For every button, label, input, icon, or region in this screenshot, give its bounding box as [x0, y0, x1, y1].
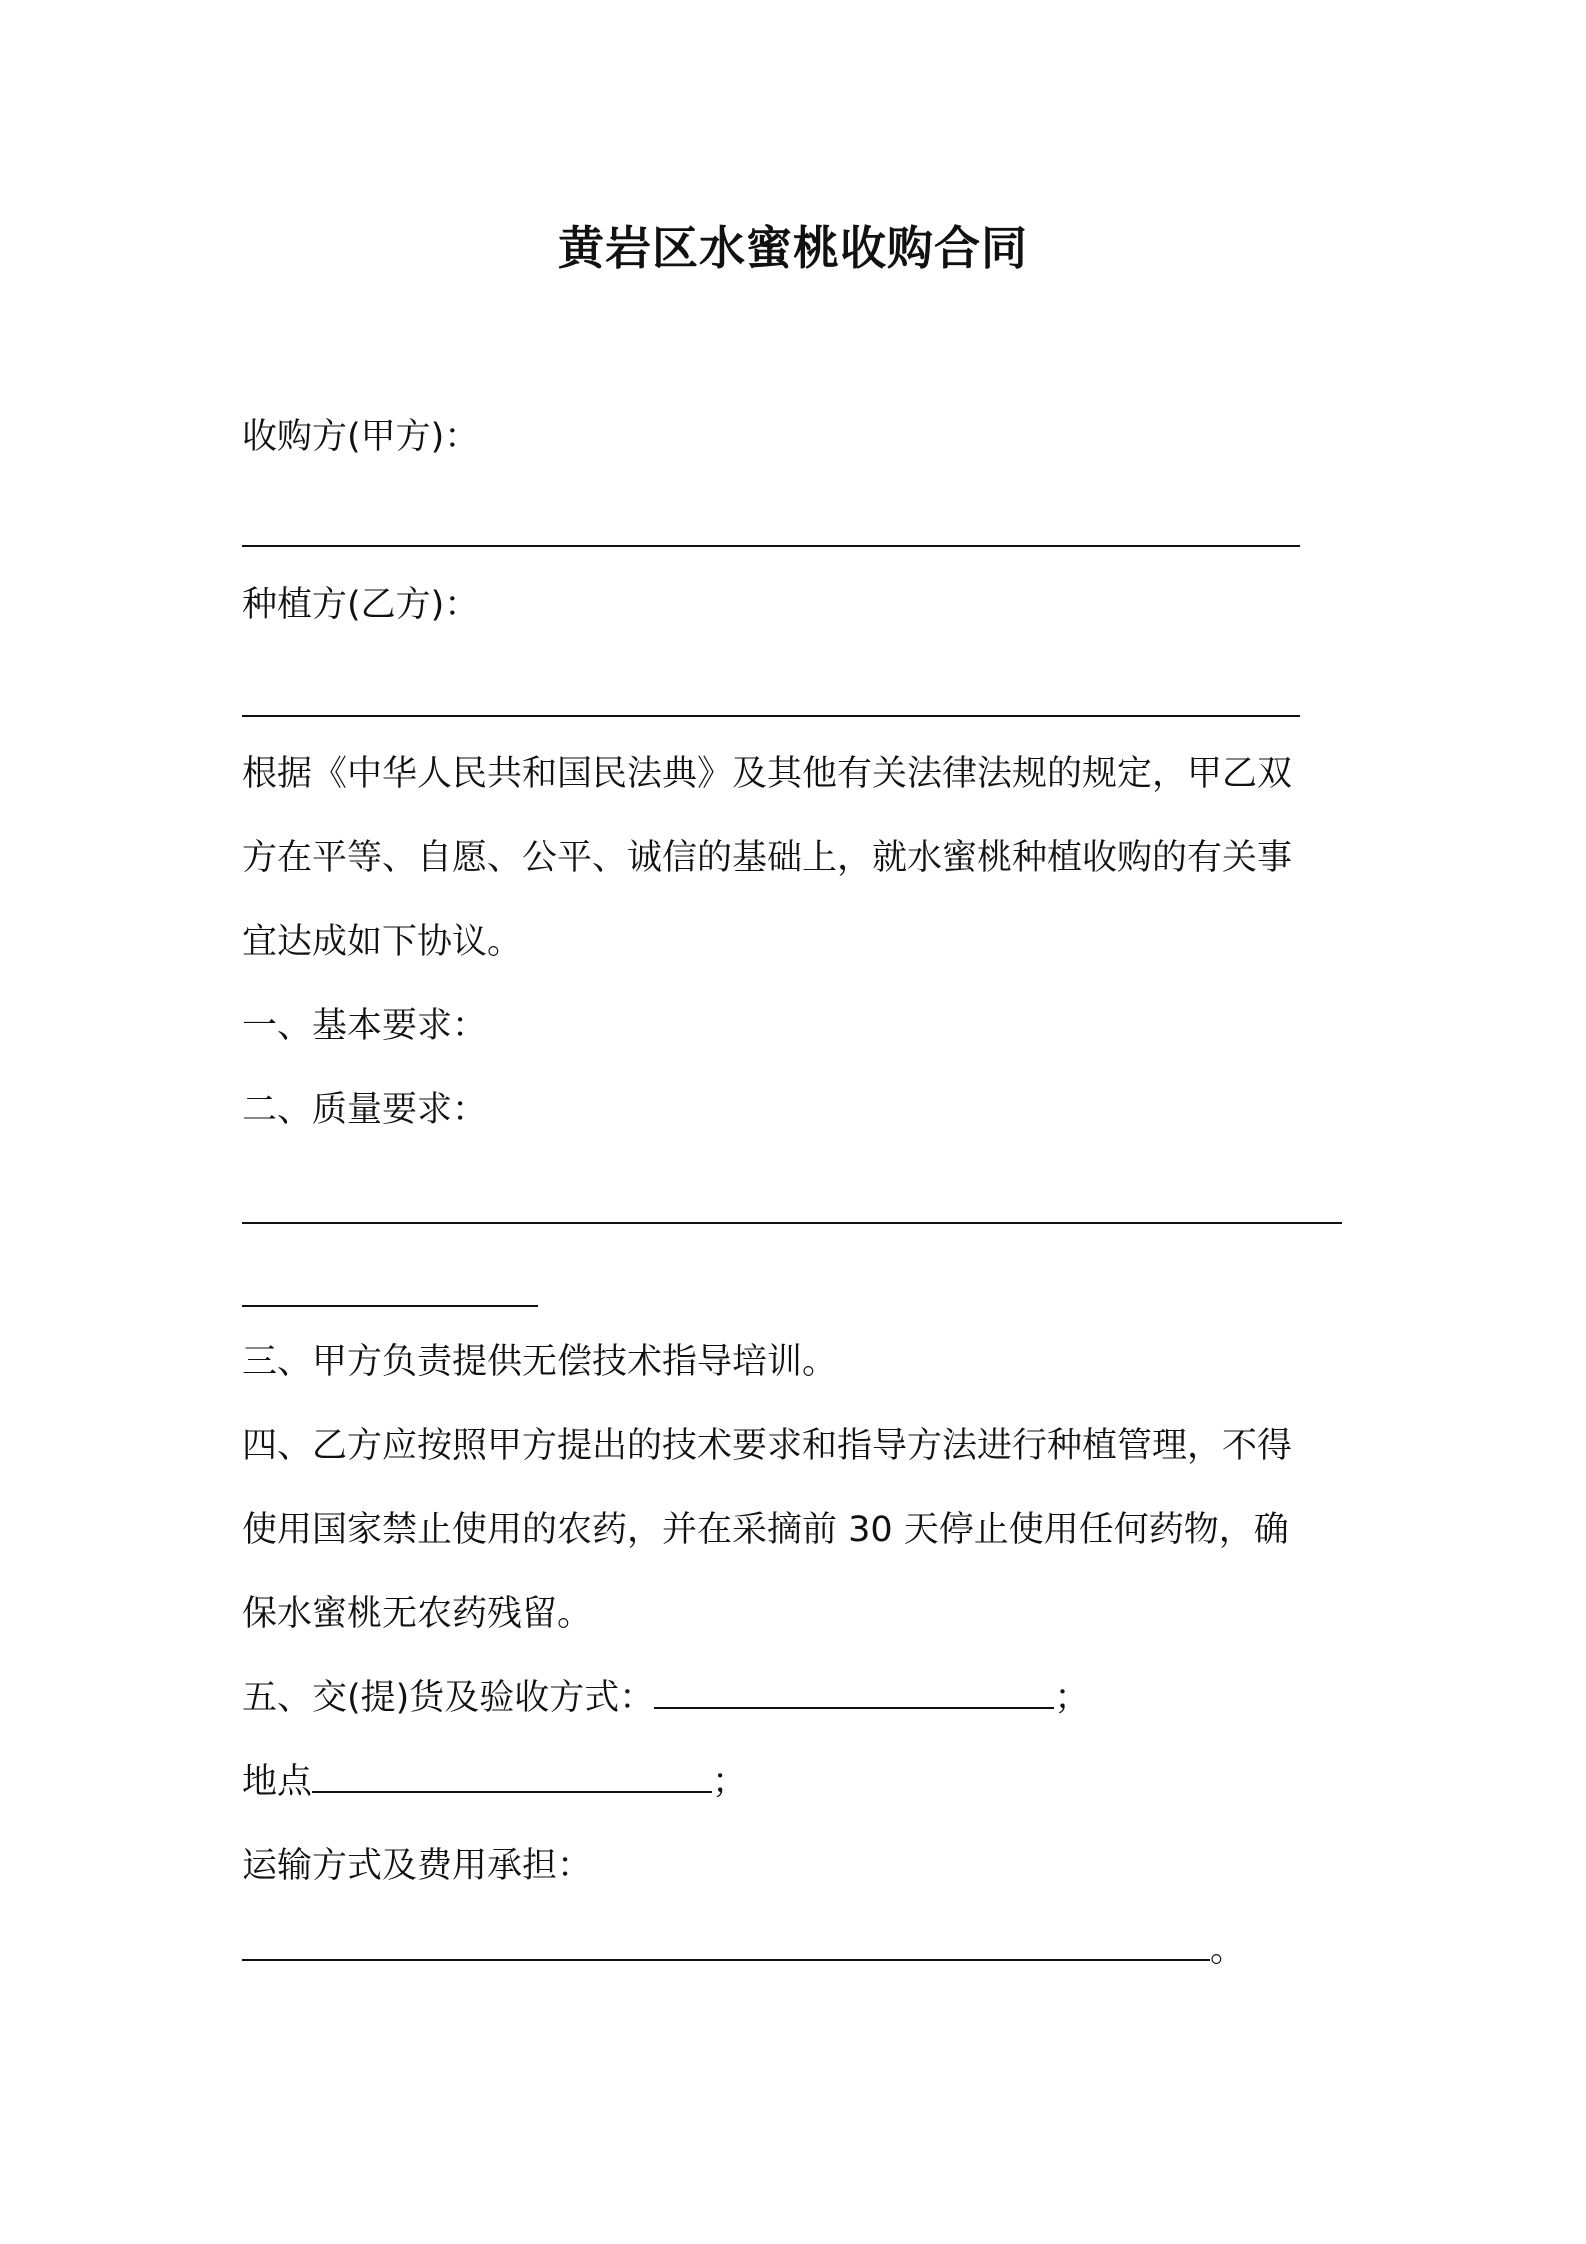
transport-label: 运输方式及费用承担： [242, 1846, 593, 1886]
grower-name-blank[interactable] [242, 715, 1300, 717]
intro-line-2: 方在平等、自愿、公平、诚信的基础上，就水蜜桃种植收购的有关事 [242, 838, 1293, 878]
quality-blank-line-1[interactable] [242, 1222, 1342, 1224]
grower-label: 种植方(乙方)： [242, 585, 480, 625]
place-end: ； [712, 1762, 748, 1802]
delivery-end: ； [1054, 1678, 1090, 1718]
section-planting-line-2: 使用国家禁止使用的农药，并在采摘前 30 天停止使用任何药物，确 [242, 1510, 1289, 1550]
buyer-label: 收购方(甲方)： [242, 417, 480, 457]
quality-blank-line-2[interactable] [242, 1305, 538, 1307]
place-blank[interactable] [312, 1790, 712, 1793]
transport-row [242, 1918, 1245, 1982]
section-planting-line-1: 四、乙方应按照甲方提出的技术要求和指导方法进行种植管理，不得 [242, 1426, 1293, 1466]
intro-line-3: 宜达成如下协议。 [242, 922, 523, 962]
transport-end: 。 [1210, 1930, 1246, 1970]
section-planting-line-3: 保水蜜桃无农药残留。 [242, 1594, 593, 1634]
delivery-label: 五、交(提)货及验收方式： [242, 1678, 655, 1718]
delivery-method-blank[interactable] [654, 1706, 1054, 1709]
buyer-name-blank[interactable] [242, 545, 1300, 547]
document-title: 黄岩区水蜜桃收购合同 [558, 221, 1028, 275]
place-label: 地点 [242, 1762, 313, 1802]
transport-blank[interactable] [242, 1958, 1210, 1961]
section-delivery [242, 1666, 1089, 1730]
intro-line-1: 根据《中华人民共和国民法典》及其他有关法律法规的规定，甲乙双 [242, 754, 1293, 794]
section-quality-requirements: 二、质量要求： [242, 1090, 488, 1130]
place-row [242, 1750, 747, 1814]
section-basic-requirements: 一、基本要求： [242, 1006, 488, 1046]
section-technical-training: 三、甲方负责提供无偿技术指导培训。 [242, 1342, 838, 1382]
